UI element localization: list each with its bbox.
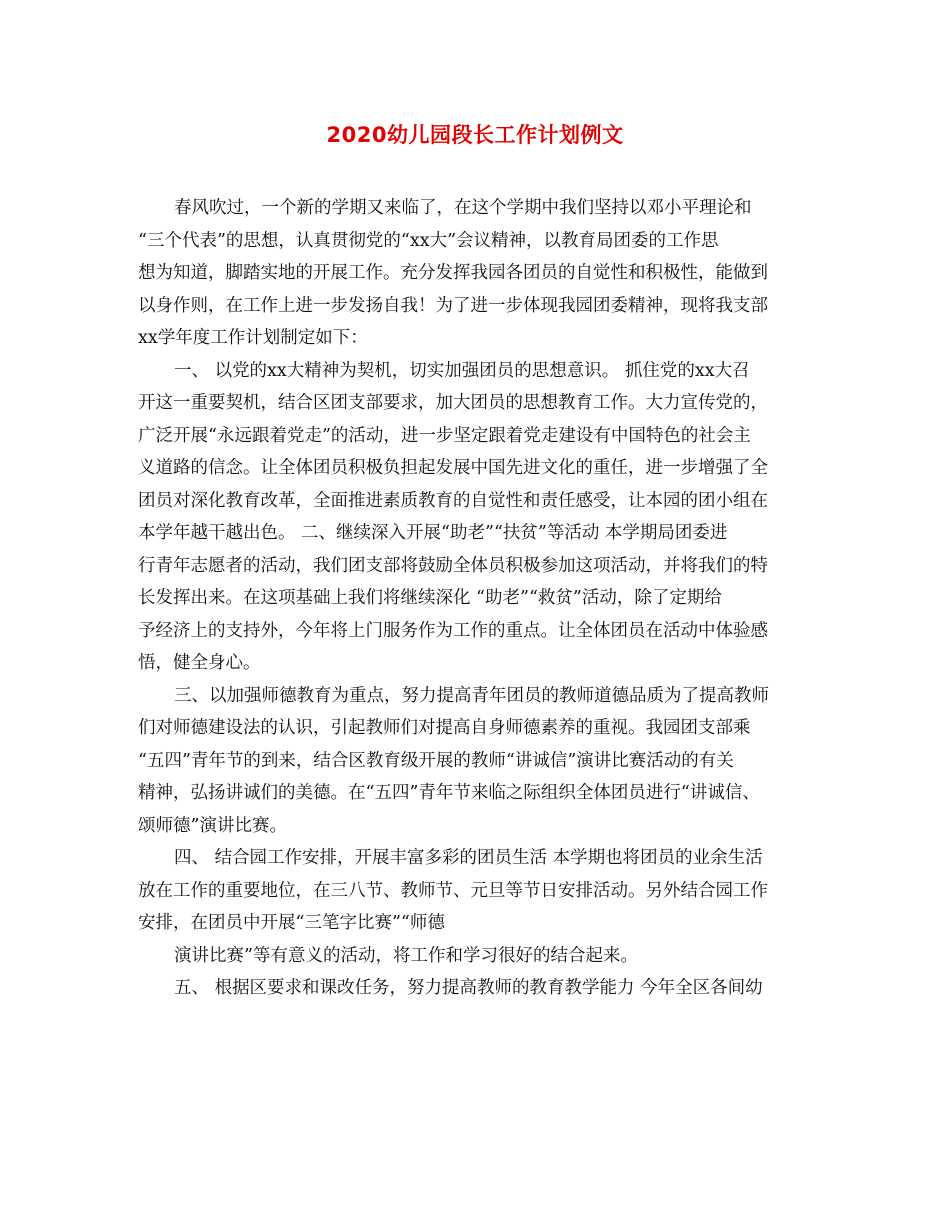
text-line: 放在工作的重要地位，在三八节、教师节、元旦等节日安排活动。另外结合园工作 bbox=[138, 880, 768, 901]
text-line: 安排，在团员中开展“三笔字比赛”“师德 bbox=[138, 913, 445, 933]
text-line: 广泛开展“永远跟着党走”的活动，进一步坚定跟着党走建设有中国特色的社会主 bbox=[138, 425, 751, 446]
text-line: 团员对深化教育改革，全面推进素质教育的自觉性和责任感受，让本园的团小组在 bbox=[138, 490, 768, 511]
text-line: “三个代表”的思想，认真贯彻党的“xx大”会议精神，以教育局团委的工作思 bbox=[138, 230, 719, 251]
text-line: 四、 结合园工作安排，开展丰富多彩的团员生活 本学期也将团员的业余生活 bbox=[174, 848, 763, 868]
text-line: 精神，弘扬讲诚们的美德。在“五四”青年节来临之际组织全体团员进行“讲诚信、 bbox=[138, 783, 760, 803]
text-line: 义道路的信念。让全体团员积极负担起发展中国先进文化的重任，进一步增强了全 bbox=[138, 458, 768, 478]
text-line: 以身作则，在工作上进一步发扬自我！为了进一步体现我园团委精神，现将我支部 bbox=[138, 295, 768, 316]
text-line: 演讲比赛”等有意义的活动，将工作和学习很好的结合起来。 bbox=[174, 945, 638, 966]
text-line: “五四”青年节的到来，结合区教育级开展的教师“讲诚信”演讲比赛活动的有关 bbox=[138, 750, 734, 771]
text-line: 五、 根据区要求和课改任务，努力提高教师的教育教学能力 今年全区各间幼 bbox=[174, 978, 763, 998]
text-line: 春风吹过，一个新的学期又来临了，在这个学期中我们坚持以邓小平理论和 bbox=[174, 198, 752, 218]
text-line: 行青年志愿者的活动，我们团支部将鼓励全体员积极参加这项活动，并将我们的特 bbox=[138, 555, 768, 576]
document-body bbox=[138, 192, 818, 1005]
text-line: 颂师德”演讲比赛。 bbox=[138, 815, 287, 836]
text-line: 本学年越干越出色。 二、继续深入开展“助老”“扶贫”等活动 本学期局团委进 bbox=[138, 523, 728, 543]
text-line: 开这一重要契机，结合区团支部要求，加大团员的思想教育工作。大力宣传党的， bbox=[138, 393, 768, 413]
text-line: xx学年度工作计划制定如下： bbox=[138, 328, 368, 348]
text-line: 想为知道，脚踏实地的开展工作。充分发挥我园各团员的自觉性和积极性，能做到 bbox=[138, 263, 768, 283]
text-line: 三、以加强师德教育为重点，努力提高青年团员的教师道德品质为了提高教师 bbox=[174, 685, 769, 706]
text-line: 们对师德建设法的认识，引起教师们对提高自身师德素养的重视。我园团支部乘 bbox=[138, 718, 751, 738]
text-line: 长发挥出来。在这项基础上我们将继续深化 “助老”“救贫”活动，除了定期给 bbox=[138, 588, 722, 608]
text-line: 一、 以党的xx大精神为契机，切实加强团员的思想意识。 抓住党的xx大召 bbox=[174, 360, 750, 381]
text-line: 悟，健全身心。 bbox=[138, 653, 261, 673]
text-line: 予经济上的支持外，今年将上门服务作为工作的重点。让全体团员在活动中体验感 bbox=[138, 620, 768, 641]
document-title: 2020幼儿园段长工作计划例文 bbox=[326, 123, 624, 147]
